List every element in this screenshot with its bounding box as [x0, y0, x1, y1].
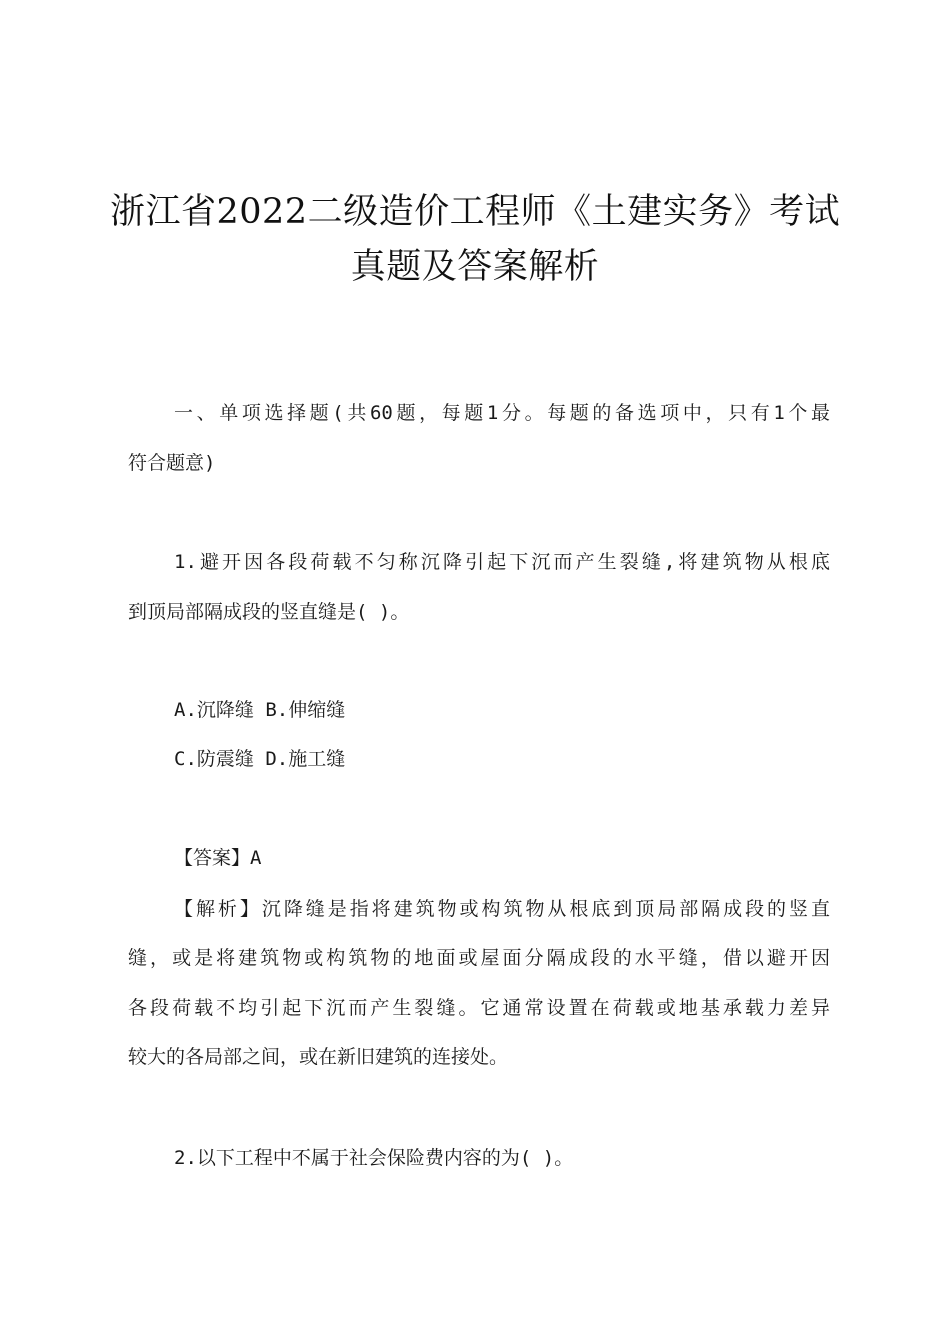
- question-1-explanation-line-2: 缝，或是将建筑物或构筑物的地面或屋面分隔成段的水平缝，借以避开因: [128, 947, 830, 969]
- question-1-text-line-2: 到顶局部隔成段的竖直缝是( )。: [128, 601, 410, 623]
- question-2-text-line-1: 2.以下工程中不属于社会保险费内容的为( )。: [174, 1147, 574, 1169]
- question-1-explanation-line-3: 各段荷载不均引起下沉而产生裂缝。它通常设置在荷载或地基承载力差异: [128, 997, 830, 1019]
- question-1-explanation-line-1: 【解析】沉降缝是指将建筑物或构筑物从根底到顶局部隔成段的竖直: [174, 898, 830, 920]
- question-1-option-line-2: C.防震缝 D.施工缝: [174, 748, 346, 770]
- question-1-option-line-1: A.沉降缝 B.伸缩缝: [174, 699, 346, 721]
- section-heading-line-1: 一、单项选择题(共60题，每题1分。每题的备选项中，只有1个最: [174, 402, 830, 424]
- question-1-answer: 【答案】A: [174, 847, 262, 869]
- question-1-explanation-line-4: 较大的各局部之间，或在新旧建筑的连接处。: [128, 1046, 509, 1068]
- document-title-line-2: 真题及答案解析: [350, 247, 600, 287]
- section-heading-line-2: 符合题意): [128, 452, 216, 474]
- document-title-line-1: 浙江省2022二级造价工程师《土建实务》考试: [110, 192, 841, 232]
- question-1-text-line-1: 1.避开因各段荷载不匀称沉降引起下沉而产生裂缝,将建筑物从根底: [174, 551, 830, 573]
